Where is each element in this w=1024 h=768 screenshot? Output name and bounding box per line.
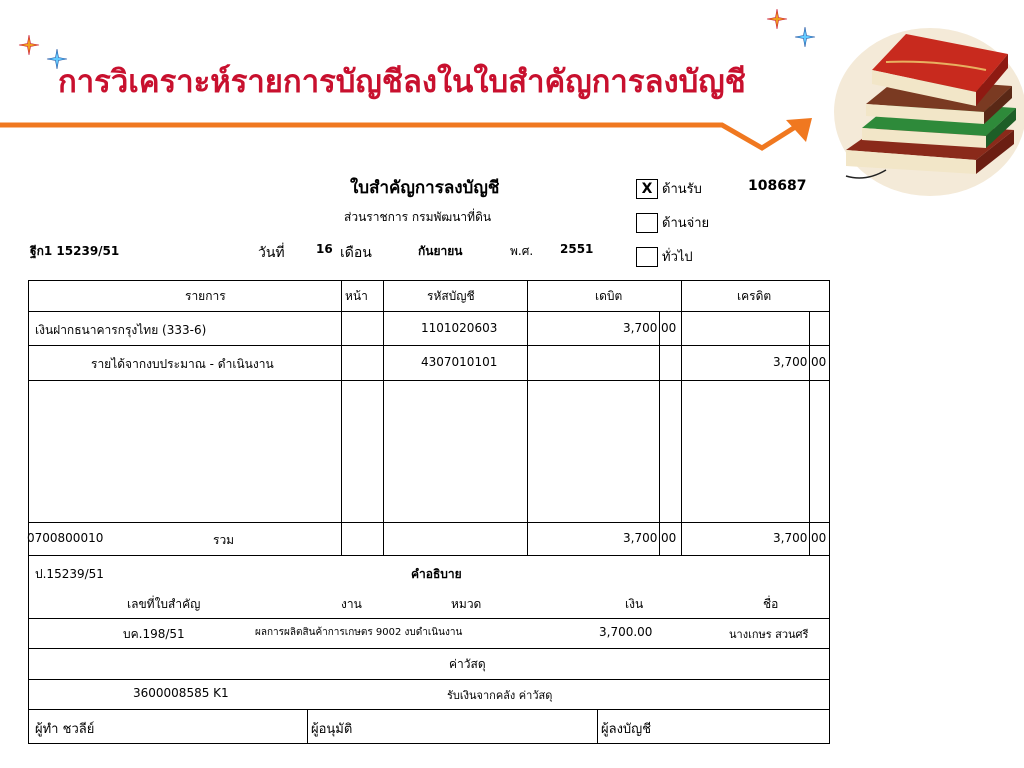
accounting-voucher [24, 168, 828, 748]
explain-material: ค่าวัสดุ [449, 657, 486, 671]
checkbox-receive: X [636, 179, 658, 199]
voucher-ref: ฐีก1 15239/51 [30, 244, 120, 258]
total-label: รวม [213, 533, 235, 547]
explain-ref: ป.15239/51 [35, 567, 104, 581]
explain-header-name: ชื่อ [763, 597, 779, 611]
total-credit: 3,700 [773, 531, 808, 545]
row-1-code: 1101020603 [421, 321, 498, 335]
header-item: รายการ [185, 289, 226, 303]
total-debit-sat: 00 [661, 531, 677, 545]
explain-header-money: เงิน [625, 597, 644, 611]
row-1-desc: เงินฝากธนาคารกรุงไทย (333-6) [35, 323, 207, 337]
sparkle-icon [766, 8, 788, 30]
signature-recorder: ผู้ลงบัญชี [601, 722, 652, 737]
year-value: 2551 [560, 242, 594, 256]
year-label: พ.ศ. [510, 244, 534, 258]
explain-voucher: บค.198/51 [123, 627, 185, 641]
explain-id-code: 3600008585 K1 [133, 686, 229, 700]
explain-amount: 3,700.00 [599, 625, 653, 639]
header-debit: เดบิต [595, 289, 623, 303]
option-pay [636, 212, 709, 233]
checkbox-general [636, 247, 658, 267]
explain-header-work: งาน [341, 597, 362, 611]
date-day: 16 [316, 242, 333, 256]
row-2-credit: 3,700 [773, 355, 808, 369]
option-general [636, 246, 693, 267]
total-code: 0700800010 [27, 531, 104, 545]
explain-title: คำอธิบาย [411, 567, 462, 581]
month-value: กันยายน [418, 244, 463, 258]
explain-header-category: หมวด [451, 597, 482, 611]
slide-title: การวิเคราะห์รายการบัญชีลงในใบสำคัญการลงบัญชี [58, 64, 746, 100]
option-general-label: ทั่วไป [662, 250, 693, 265]
date-label: วันที่ [258, 245, 285, 261]
month-label: เดือน [340, 245, 372, 261]
option-receive-label: ด้านรับ [662, 182, 702, 197]
explain-header-voucher: เลขที่ใบสำคัญ [127, 597, 201, 611]
total-credit-sat: 00 [811, 531, 827, 545]
header-account-code: รหัสบัญชี [427, 289, 475, 303]
explain-name: นางเกษร สวนศรี [729, 628, 809, 641]
sparkle-icon [18, 34, 40, 56]
signature-approver: ผู้อนุมัติ [311, 722, 353, 737]
signature-maker: ผู้ทำ ชวลีย์ [35, 722, 95, 737]
row-2-code: 4307010101 [421, 355, 498, 369]
option-pay-label: ด้านจ่าย [662, 216, 710, 231]
option-receive [636, 178, 702, 199]
explain-receive: รับเงินจากคลัง ค่าวัสดุ [447, 689, 553, 702]
total-debit: 3,700 [623, 531, 658, 545]
voucher-number: 108687 [748, 178, 807, 194]
books-illustration [826, 0, 1024, 196]
voucher-agency: ส่วนราชการ กรมพัฒนาที่ดิน [344, 210, 492, 224]
checkbox-pay [636, 213, 658, 233]
voucher-table [28, 280, 830, 744]
row-1-debit: 3,700 [623, 321, 658, 335]
title-underline-arrow [0, 118, 830, 158]
header-credit: เครดิต [737, 289, 772, 303]
row-2-desc: รายได้จากงบประมาณ - ดำเนินงาน [91, 357, 274, 371]
row-1-debit-sat: 00 [661, 321, 677, 335]
sparkle-icon [794, 26, 816, 48]
row-2-credit-sat: 00 [811, 355, 827, 369]
header-page: หน้า [345, 289, 368, 303]
explain-work: ผลการผลิตสินค้าการเกษตร 9002 งบดำเนินงาน [255, 627, 463, 638]
voucher-title: ใบสำคัญการลงบัญชี [350, 178, 500, 198]
